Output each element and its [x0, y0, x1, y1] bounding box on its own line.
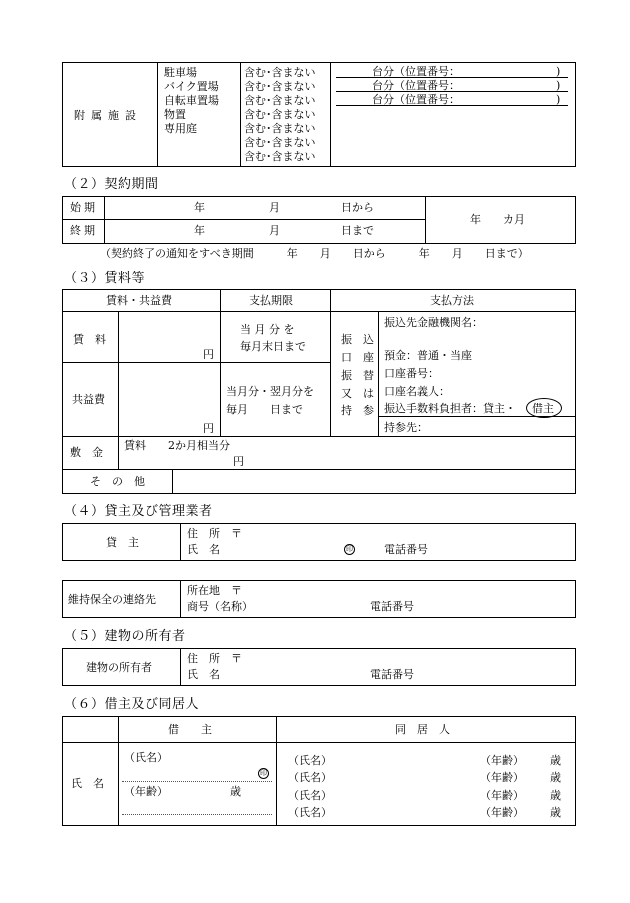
annex-item-storage: 物置 [164, 108, 186, 121]
lessor-table [62, 523, 576, 561]
cohabitant-age-unit: 歳 [550, 806, 561, 819]
lessor-phone: 電話番号 [384, 543, 428, 556]
cohabitant-name: （氏名） [288, 754, 332, 767]
duration: 年 カ月 [470, 213, 525, 226]
section-title-rent: （３）賃料等 [64, 271, 146, 286]
lessor-address: 住 所 〒 [187, 527, 242, 540]
account-no: 口座番号： [384, 367, 439, 380]
cohabitant-age: （年齢） [480, 771, 524, 784]
annex-item-parking: 駐車場 [164, 66, 197, 79]
owner-name: 氏 名 [187, 668, 220, 681]
slot-close: ) [556, 93, 561, 106]
cohabitant-age-unit: 歳 [550, 771, 561, 784]
section-title-lessee: （６）借主及び同居人 [64, 697, 200, 712]
fee-payer: 振込手数料負担者：貸主・ [384, 402, 516, 415]
slot-text: 台分（位置番号： [372, 79, 460, 92]
annex-label: 附属施設 [74, 109, 142, 122]
include-option: 含む･含まない [244, 80, 316, 93]
rent-table [62, 289, 576, 494]
slot-text: 台分（位置番号： [372, 65, 460, 78]
slot-text: 台分（位置番号： [372, 93, 460, 106]
lessee-age: （年齢） [124, 785, 168, 798]
lessee-name: （氏名） [124, 751, 168, 764]
bank-name: 振込先金融機関名： [384, 316, 483, 329]
include-option: 含む･含まない [244, 136, 316, 149]
due-common-1: 当月分・翌月分を [226, 385, 314, 398]
annex-item-bicycle: 自転車置場 [164, 94, 219, 107]
maintenance-phone: 電話番号 [370, 600, 414, 613]
header-cohabitant: 同 居 人 [395, 723, 450, 736]
maintenance-location: 所在地 〒 [187, 584, 242, 597]
cohabitant-age: （年齢） [480, 806, 524, 819]
slot-close: ) [556, 79, 561, 92]
header-lessee: 借 主 [168, 723, 212, 736]
deposit-yen: 円 [233, 455, 244, 468]
cohabitant-name: （氏名） [288, 789, 332, 802]
annex-item-garden: 専用庭 [164, 122, 197, 135]
seal-mark: 印 [260, 769, 267, 777]
include-option: 含む･含まない [244, 94, 316, 107]
lessee-age-unit: 歳 [230, 785, 241, 798]
lessor-label: 貸 主 [106, 536, 139, 549]
notice-period: （契約終了の通知をすべき期間 年 月 日から 年 月 日まで） [100, 247, 529, 260]
lessor-name: 氏 名 [187, 543, 220, 556]
end-day: 日まで [341, 224, 374, 237]
cohabitant-age: （年齢） [480, 789, 524, 802]
start-year: 年 [194, 201, 205, 214]
other-label: そ の 他 [90, 475, 145, 488]
annex-item-bike: バイク置場 [164, 80, 219, 93]
cohabitant-age-unit: 歳 [550, 754, 561, 767]
section-title-contract-period: （２）契約期間 [64, 177, 159, 192]
include-option: 含む･含まない [244, 66, 316, 79]
owner-label: 建物の所有者 [86, 661, 152, 674]
rent-yen: 円 [203, 348, 214, 361]
start-month: 月 [269, 201, 280, 214]
include-option: 含む･含まない [244, 150, 316, 163]
method-char: 口 座 [341, 351, 374, 364]
fee-payer-selected: 借主 [532, 402, 554, 415]
method-char: 又 は [341, 387, 374, 400]
start-label: 始期 [70, 201, 98, 214]
start-day: 日から [341, 201, 374, 214]
due-rent-1: 当 月 分 を [240, 323, 295, 336]
method-char: 持 参 [341, 404, 374, 417]
cohabitant-age: （年齢） [480, 754, 524, 767]
header-due: 支払期限 [249, 294, 293, 307]
deposit-label: 敷 金 [70, 446, 103, 459]
end-year: 年 [194, 224, 205, 237]
deposit-value: 賃料 2か月相当分 [124, 439, 230, 452]
cohabitant-age-unit: 歳 [550, 789, 561, 802]
maintenance-label: 維持保全の連絡先 [68, 593, 156, 606]
section-title-owner: （５）建物の所有者 [64, 629, 186, 644]
end-month: 月 [269, 224, 280, 237]
seal-mark: 印 [346, 545, 353, 553]
cohabitant-name: （氏名） [288, 771, 332, 784]
account-type: 預金：普通・当座 [384, 349, 472, 362]
owner-address: 住 所 〒 [187, 652, 242, 665]
common-label: 共益費 [72, 393, 105, 406]
header-method: 支払方法 [430, 294, 474, 307]
common-yen: 円 [203, 422, 214, 435]
rent-label: 賃 料 [73, 333, 106, 346]
header-fee: 賃料・共益費 [106, 294, 172, 307]
method-char: 振 込 [341, 333, 374, 346]
method-char: 振 替 [341, 369, 374, 382]
due-rent-2: 毎月末日まで [240, 340, 306, 353]
slot-close: ) [556, 65, 561, 78]
owner-phone: 電話番号 [370, 668, 414, 681]
account-name: 口座名義人： [384, 385, 450, 398]
end-label: 終期 [70, 224, 98, 237]
include-option: 含む･含まない [244, 108, 316, 121]
name-row-label: 氏 名 [71, 777, 104, 790]
due-common-2: 毎月 日まで [226, 403, 303, 416]
maintenance-trade-name: 商号（名称） [187, 600, 253, 613]
include-option: 含む･含まない [244, 122, 316, 135]
cohabitant-name: （氏名） [288, 806, 332, 819]
section-title-lessor: （４）貸主及び管理業者 [64, 504, 213, 519]
bring-to: 持参先： [384, 421, 428, 434]
